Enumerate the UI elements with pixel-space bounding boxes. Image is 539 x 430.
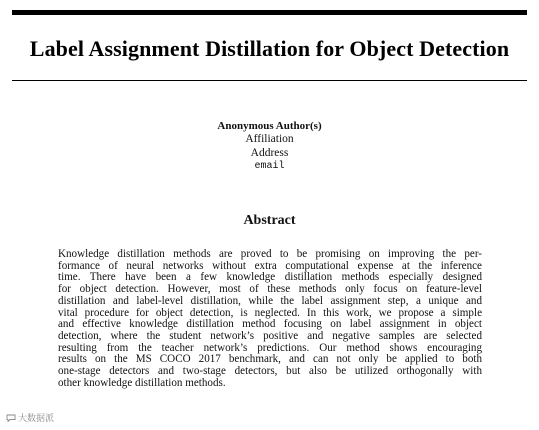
abstract-body <box>58 249 482 389</box>
paper-title: Label Assignment Distillation for Object Detection <box>29 36 510 61</box>
author-name: Anonymous Author(s) <box>217 120 322 132</box>
abstract-line: other knowledge distillation methods. <box>58 376 226 389</box>
abstract-line: time. There have been a few knowledge distillation methods especially designed <box>58 271 482 284</box>
abstract-line: for object detection. However, most of these methods only focus on feature-level <box>58 283 482 296</box>
title-rule <box>12 80 527 81</box>
abstract-heading: Abstract <box>243 213 296 228</box>
abstract-line: formance of neural networks without extra computational expense at the inference <box>58 259 482 272</box>
abstract-line: one-stage detectors and two-stage detectors, but also be utilized orthogonally with <box>58 365 482 378</box>
watermark <box>6 411 54 424</box>
author-affiliation: Affiliation <box>245 133 294 145</box>
abstract-line: and effective knowledge distillation method focusing on label assignment in object <box>58 318 482 331</box>
author-email: email <box>254 161 285 172</box>
abstract-line: distillation and label-level distillation, while the label assignment step, a unique and <box>58 294 482 307</box>
abstract-line: results on the MS COCO 2017 benchmark, and can not only be applied to both <box>58 353 482 366</box>
abstract-line: detection, where the student network’s positive and negative samples are selected <box>58 329 482 342</box>
abstract-line: vital procedure for object detection, is neglected. In this work, we propose a simple <box>58 306 482 319</box>
top-rule <box>12 10 527 15</box>
watermark-text: 大数据派 <box>18 414 55 424</box>
abstract-line: resulting from the teacher network’s predictions. Our method shows encouraging <box>58 341 482 354</box>
author-block <box>0 120 539 174</box>
abstract-line: Knowledge distillation methods are proved to be promising on improving the per- <box>58 248 482 260</box>
author-address: Address <box>250 146 289 159</box>
speech-bubble-icon <box>6 414 16 422</box>
